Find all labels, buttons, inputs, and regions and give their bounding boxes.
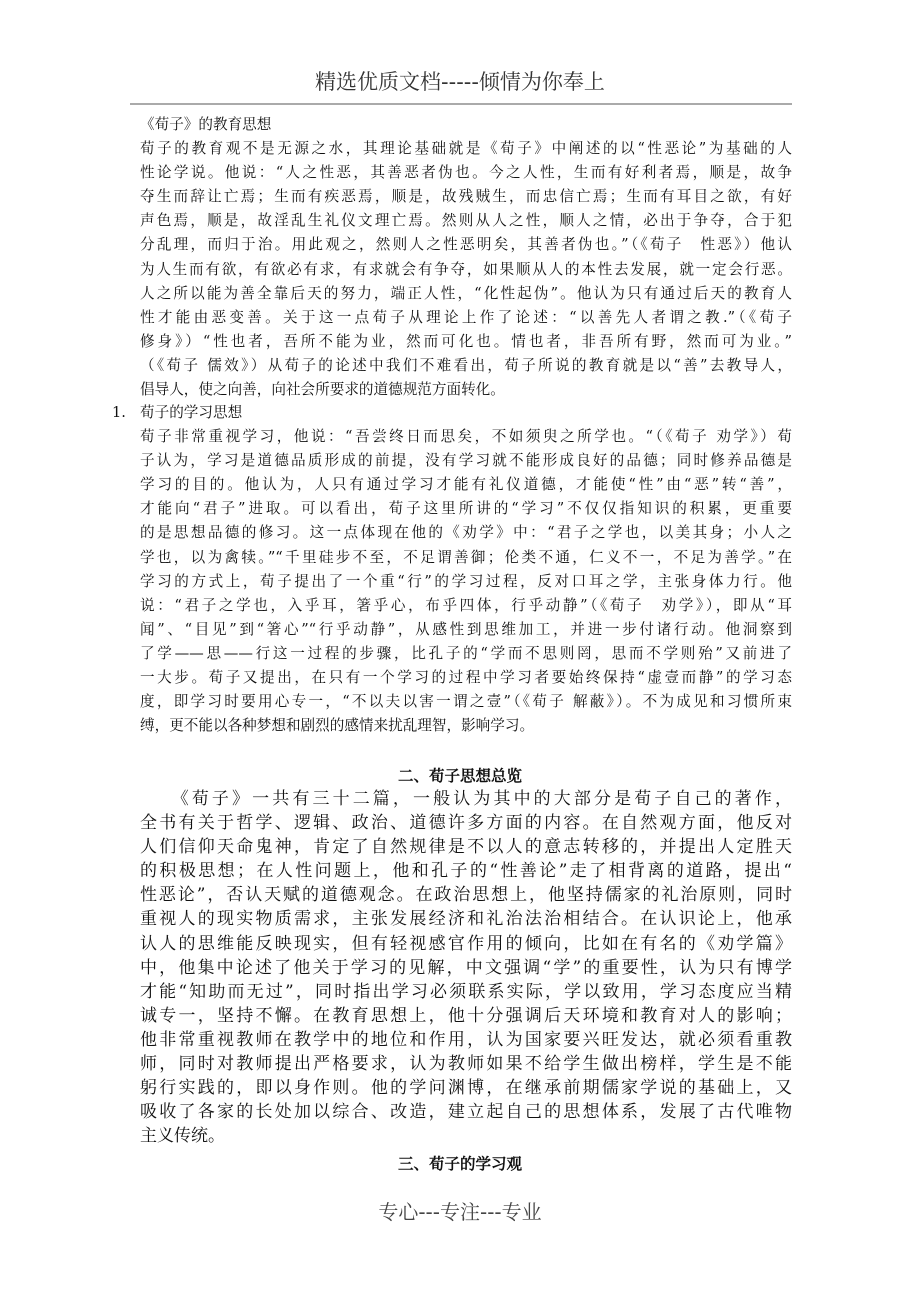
text-line: 学也，以为禽犊。”“千里硅步不至，不足谓善御；伦类不通，仁义不一，不足为善学。”在 [140,548,792,566]
text-line: 性论学说。他说：“人之性恶，其善恶者伪也。今之人性，生而有好利者焉，顺是，故争 [140,164,792,182]
text-line: 的是思想品德的修习。这一点体现在他的《劝学》中：“君子之学也，以美其身；小人之 [140,524,792,542]
text-line: 性恶论”，否认天赋的道德观念。在政治思想上，他坚持儒家的礼治原则，同时 [140,885,792,906]
text-line: 度，即学习时要用心专一，“不以夫以害一谓之壹”（《荀子 解蔽》）。不为成见和习惯所束 [140,693,792,711]
text-line: 子认为，学习是道德品质形成的前提，没有学习就不能形成良好的品德；同时修养品德是 [140,452,792,470]
text-line: 分乱理，而归于治。用此观之，然则人之性恶明矣，其善者伪也。”（《荀子 性恶》）他认 [140,236,792,254]
text-line: 他非常重视教师在教学中的地位和作用，认为国家要兴旺发达，就必须看重教 [140,1029,792,1050]
text-line: 声色焉，顺是，故淫乱生礼仪文理亡焉。然则从人之性，顺人之情，必出于争夺，合于犯 [140,212,792,230]
text-line: 重视人的现实物质需求，主张发展经济和礼治法治相结合。在认识论上，他承 [140,909,792,930]
text-line: 躬行实践的，即以身作则。他的学问渊博，在继承前期儒家学说的基础上，又 [140,1078,792,1099]
text-line: 夺生而辞让亡焉；生而有疾恶焉，顺是，故残贼生，而忠信亡焉；生而有耳目之欲，有好 [140,188,792,206]
paragraph [140,137,792,402]
text-line: 才能向“君子”进取。可以看出，荀子这里所讲的“学习”不仅仅指知识的积累，更重要 [140,500,792,518]
page-footer: 专心---专注---专业 [378,1200,542,1224]
text-line: 才能“知助而无过”，同时指出学习必须联系实际，学以致用，学习态度应当精 [140,981,792,1002]
text-line: 修身》）“性也者，吾所不能为业，然而可化也。情也者，非吾所有野，然而可为业。” [140,332,792,350]
text-line: 学习的方式上，荀子提出了一个重“行”的学习过程，反对口耳之学，主张身体力行。他 [140,572,792,590]
section-learning-thought [112,401,792,738]
text-line: 师，同时对教师提出严格要求，认为教师如果不给学生做出榜样，学生是不能 [140,1054,792,1075]
text-line: 荀子的教育观不是无源之水，其理论基础就是《荀子》中阐述的以“性恶论”为基础的人 [140,140,792,158]
text-line: 人们信仰天命鬼神，肯定了自然规律是不以人的意志转移的，并提出人定胜天 [140,837,792,858]
text-line: 《荀子》一共有三十二篇，一般认为其中的大部分是荀子自己的著作， [140,789,792,809]
text-line: 为人生而有欲，有欲必有求，有求就会有争夺，如果顺从人的本性去发展，就一定会行恶。 [140,260,792,278]
text-line: 荀子非常重视学习，他说：“吾尝终日而思矣，不如须臾之所学也。“（《荀子 劝学》）荀 [140,428,792,446]
text-line: 一大步。荀子又提出，在只有一个学习的过程中学习者要始终保持“虚壹而静”的学习态 [140,669,792,687]
text-line: 的积极思想；在人性问题上，他和孔子的“性善论”走了相背离的道路，提出“ [140,861,792,882]
list-number: 1. [112,404,126,421]
paragraph [140,787,792,1148]
section-title-row [112,401,792,425]
text-line: 中，他集中论述了他关于学习的见解，中文强调“学”的重要性，认为只有博学 [140,957,792,978]
section-education-thought [140,113,792,402]
text-line: 吸收了各家的长处加以综合、改造，建立起自己的思想体系，发展了古代唯物 [140,1102,792,1123]
text-line: 闻”、“目见”到“箸心”“行乎动静”，从感性到思维加工，并进一步付诸行动。他洞察到 [140,620,792,638]
page-header: 精选优质文档-----倾情为你奉上 [315,70,605,94]
paragraph [140,425,792,738]
section-title: 《荀子》的教育思想 [140,116,272,133]
text-line: 缚，更不能以各种梦想和剧烈的感情来扰乱理智，影响学习。 [140,717,535,735]
text-line: 说：“君子之学也，入乎耳，箸乎心，布乎四体，行乎动静”（《荀子 劝学》），即从“耳 [140,596,792,614]
header-divider [130,103,792,105]
text-line: 性才能由恶变善。关于这一点荀子从理论上作了论述：“以善先人者谓之教.”（《荀子 [140,308,792,326]
text-line: 学习的目的。他认为，人只有通过学习才能有礼仪道德，才能使“性”由“恶”转“善”， [140,476,792,494]
text-line: 了学——思——行这一过程的步骤，比孔子的“学而不思则罔，思而不学则殆”又前进了 [140,644,792,662]
text-line: 诚专一，坚持不懈。在教育思想上，他十分强调后天环境和教育对人的影响； [140,1005,792,1026]
text-line: 主义传统。 [140,1126,225,1147]
section-title: 荀子的学习思想 [140,404,243,421]
section-heading-overview: 二、荀子思想总览 [397,767,522,785]
text-line: 倡导人，使之向善，向社会所要求的道德规范方面转化。 [140,381,505,399]
text-line: 认人的思维能反映现实，但有轻视感官作用的倾向，比如在有名的《劝学篇》 [140,933,792,954]
section-heading-learning-view: 三、荀子的学习观 [397,1155,522,1173]
text-line: 人之所以能为善全靠后天的努力，端正人性，“化性起伪”。他认为只有通过后天的教育人 [140,284,792,302]
text-line: 全书有关于哲学、逻辑、政治、道德许多方面的内容。在自然观方面，他反对 [140,813,792,834]
section-overview [140,787,792,1148]
text-line: （《荀子 儒效》）从荀子的论述中我们不难看出，荀子所说的教育就是以“善”去教导人， [140,356,792,374]
